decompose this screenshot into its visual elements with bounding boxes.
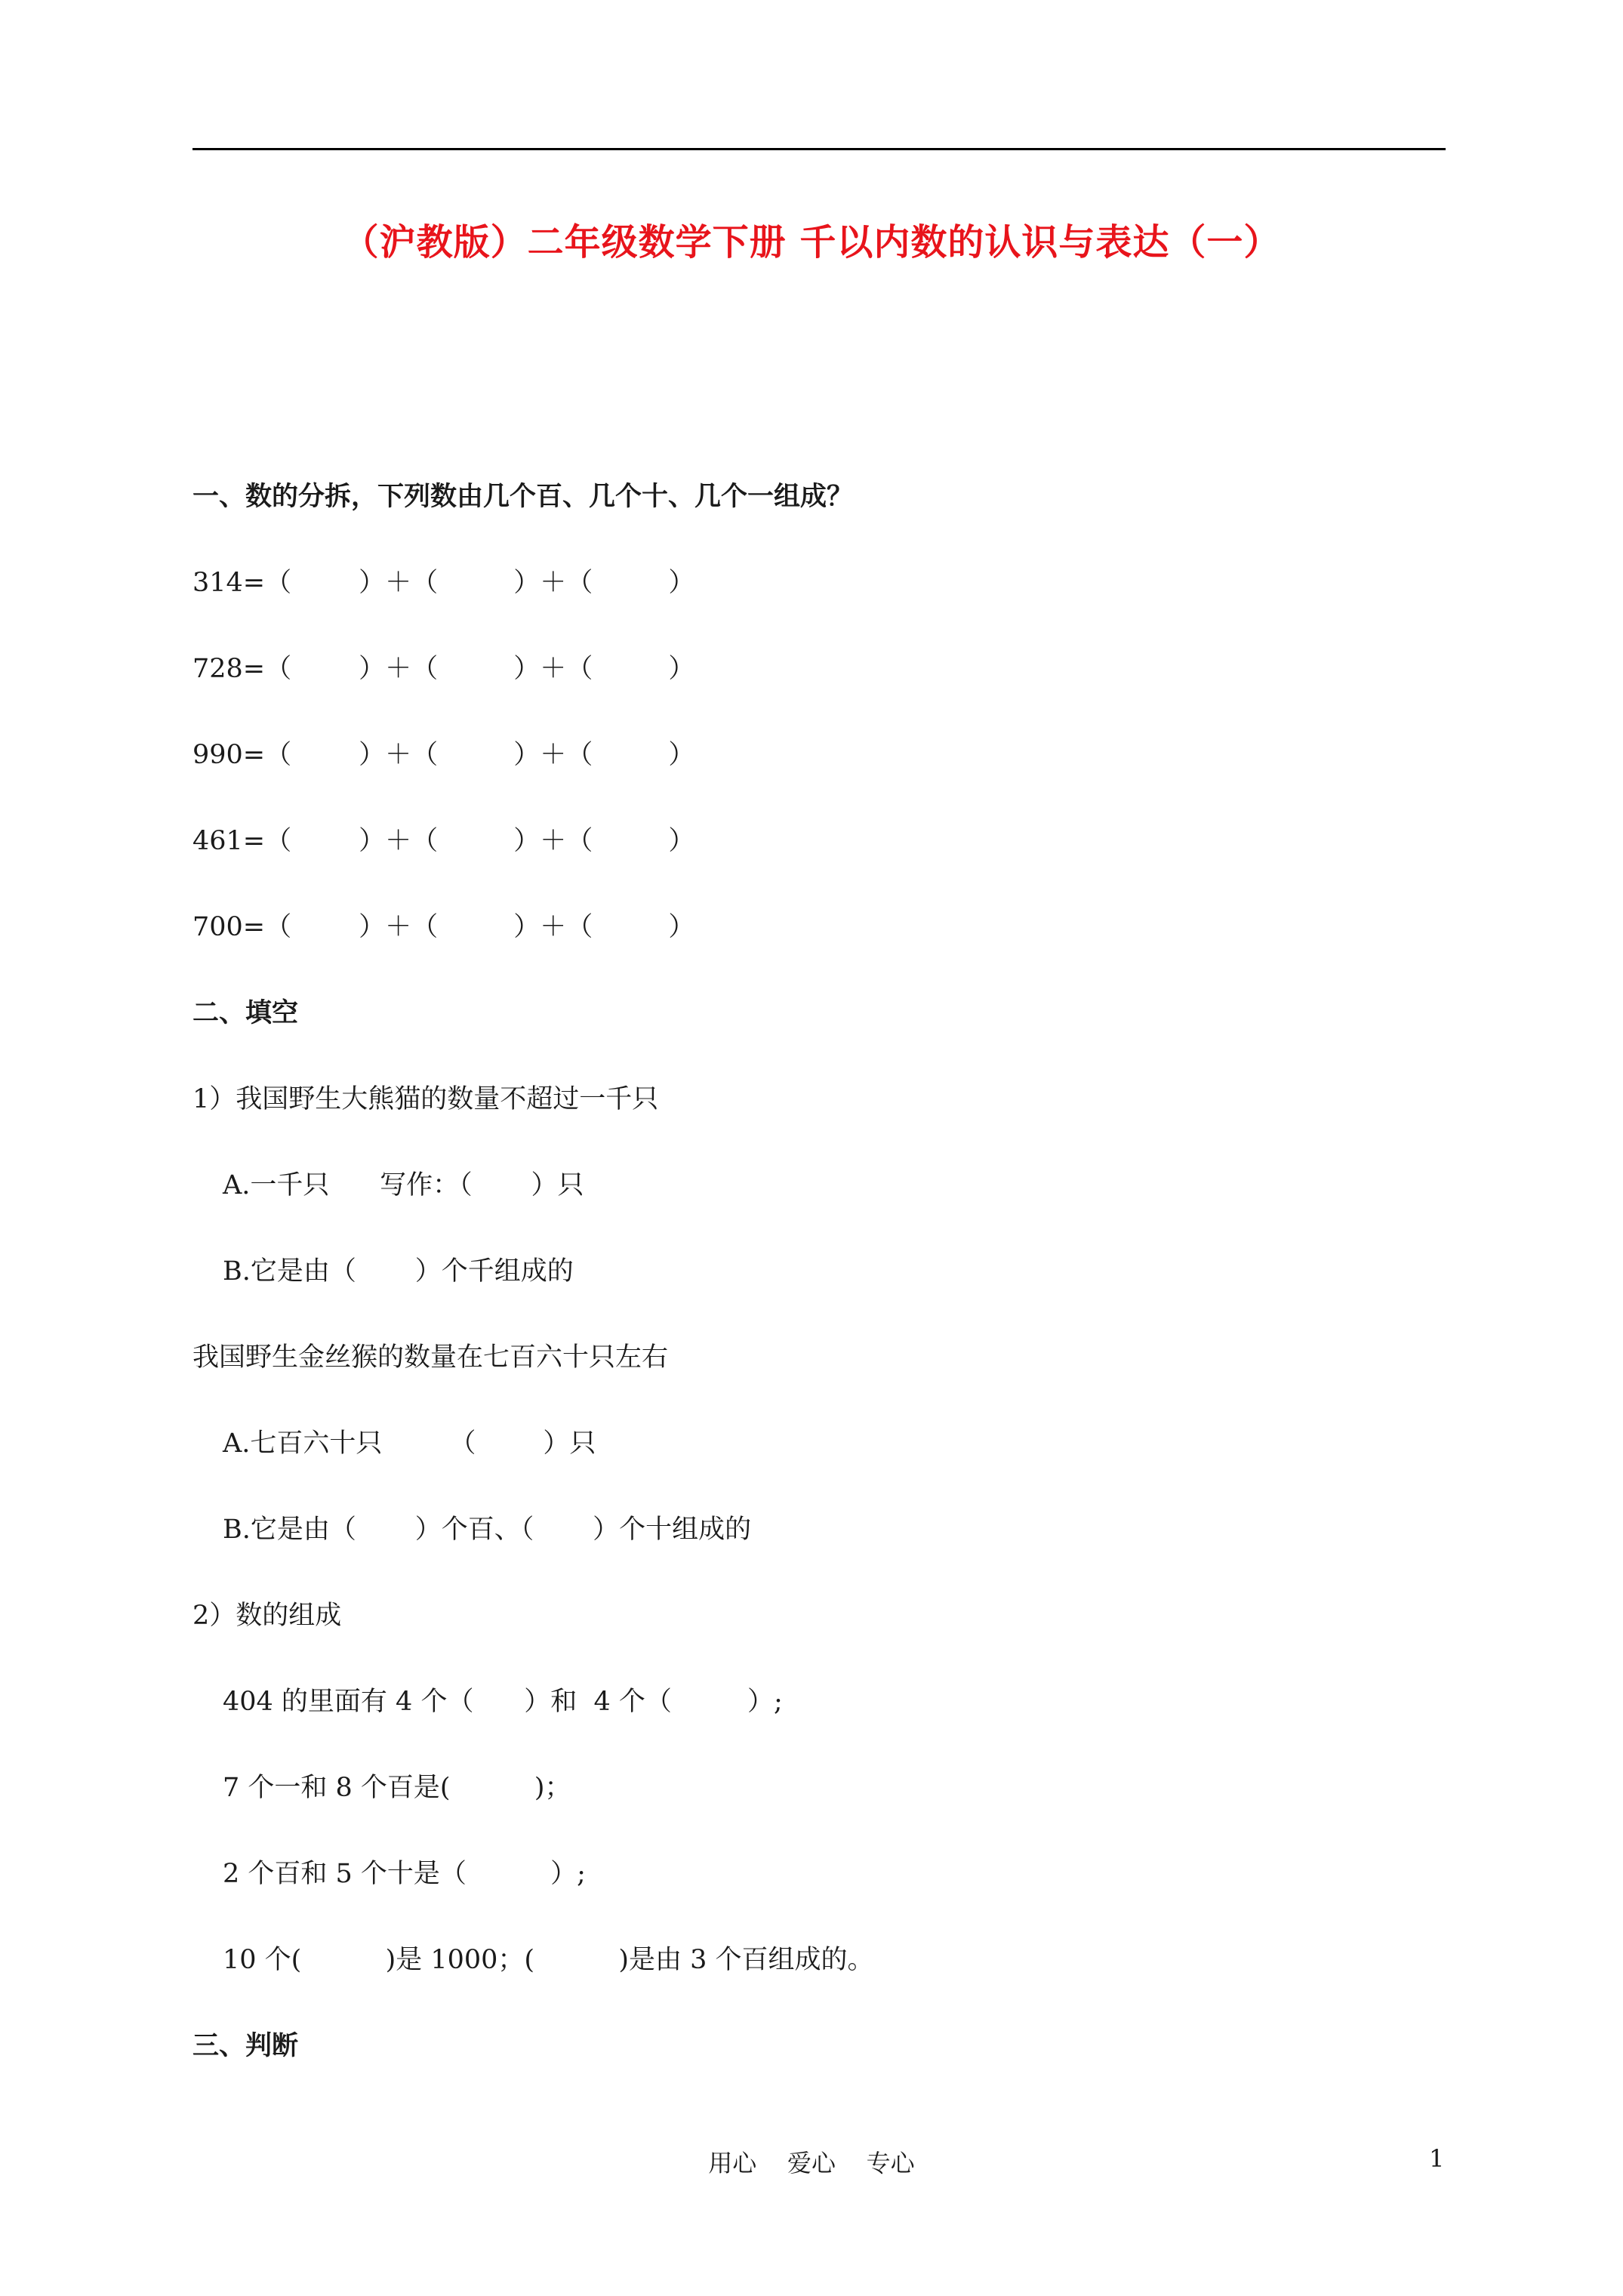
decompose-row-700: 700=（ ）＋（ ）＋（ ）: [192, 912, 695, 942]
question-2: 2）数的组成: [192, 1601, 342, 1631]
question-2-c: 2 个百和 5 个十是（ ）;: [223, 1859, 586, 1889]
page-number: 1: [1429, 2144, 1445, 2173]
question-1-monkey-a: A.七百六十只 （ ）只: [223, 1428, 596, 1459]
footer-motto: 用心 爱心 专心: [708, 2149, 915, 2177]
section-1-heading: 一、数的分拆，下列数由几个百、几个十、几个一组成？: [192, 482, 854, 512]
question-1-b: B.它是由（ ）个千组成的: [223, 1256, 574, 1287]
question-1: 1）我国野生大熊猫的数量不超过一千只: [192, 1084, 659, 1114]
section-2-heading: 二、填空: [192, 998, 299, 1028]
question-1-monkey-b: B.它是由（ ）个百、（ ）个十组成的: [223, 1515, 752, 1545]
decompose-row-314: 314=（ ）＋（ ）＋（ ）: [192, 568, 695, 598]
decompose-row-461: 461=（ ）＋（ ）＋（ ）: [192, 826, 695, 856]
question-2-d: 10 个( )是 1000；( )是由 3 个百组成的。: [223, 1945, 874, 1975]
decompose-row-990: 990=（ ）＋（ ）＋（ ）: [192, 740, 695, 770]
question-1-a: A.一千只 写作：（ ）只: [223, 1170, 584, 1200]
header-rule: [192, 148, 1446, 150]
question-1-monkey: 我国野生金丝猴的数量在七百六十只左右: [192, 1342, 669, 1373]
page-title: （沪教版）二年级数学下册 千以内数的认识与表达（一）: [342, 221, 1281, 264]
section-3-heading: 三、判断: [192, 2031, 299, 2061]
question-2-a: 404 的里面有 4 个（ ）和 4 个（ ）;: [223, 1687, 783, 1717]
question-2-b: 7 个一和 8 个百是( )；: [223, 1773, 571, 1803]
decompose-row-728: 728=（ ）＋（ ）＋（ ）: [192, 654, 695, 684]
